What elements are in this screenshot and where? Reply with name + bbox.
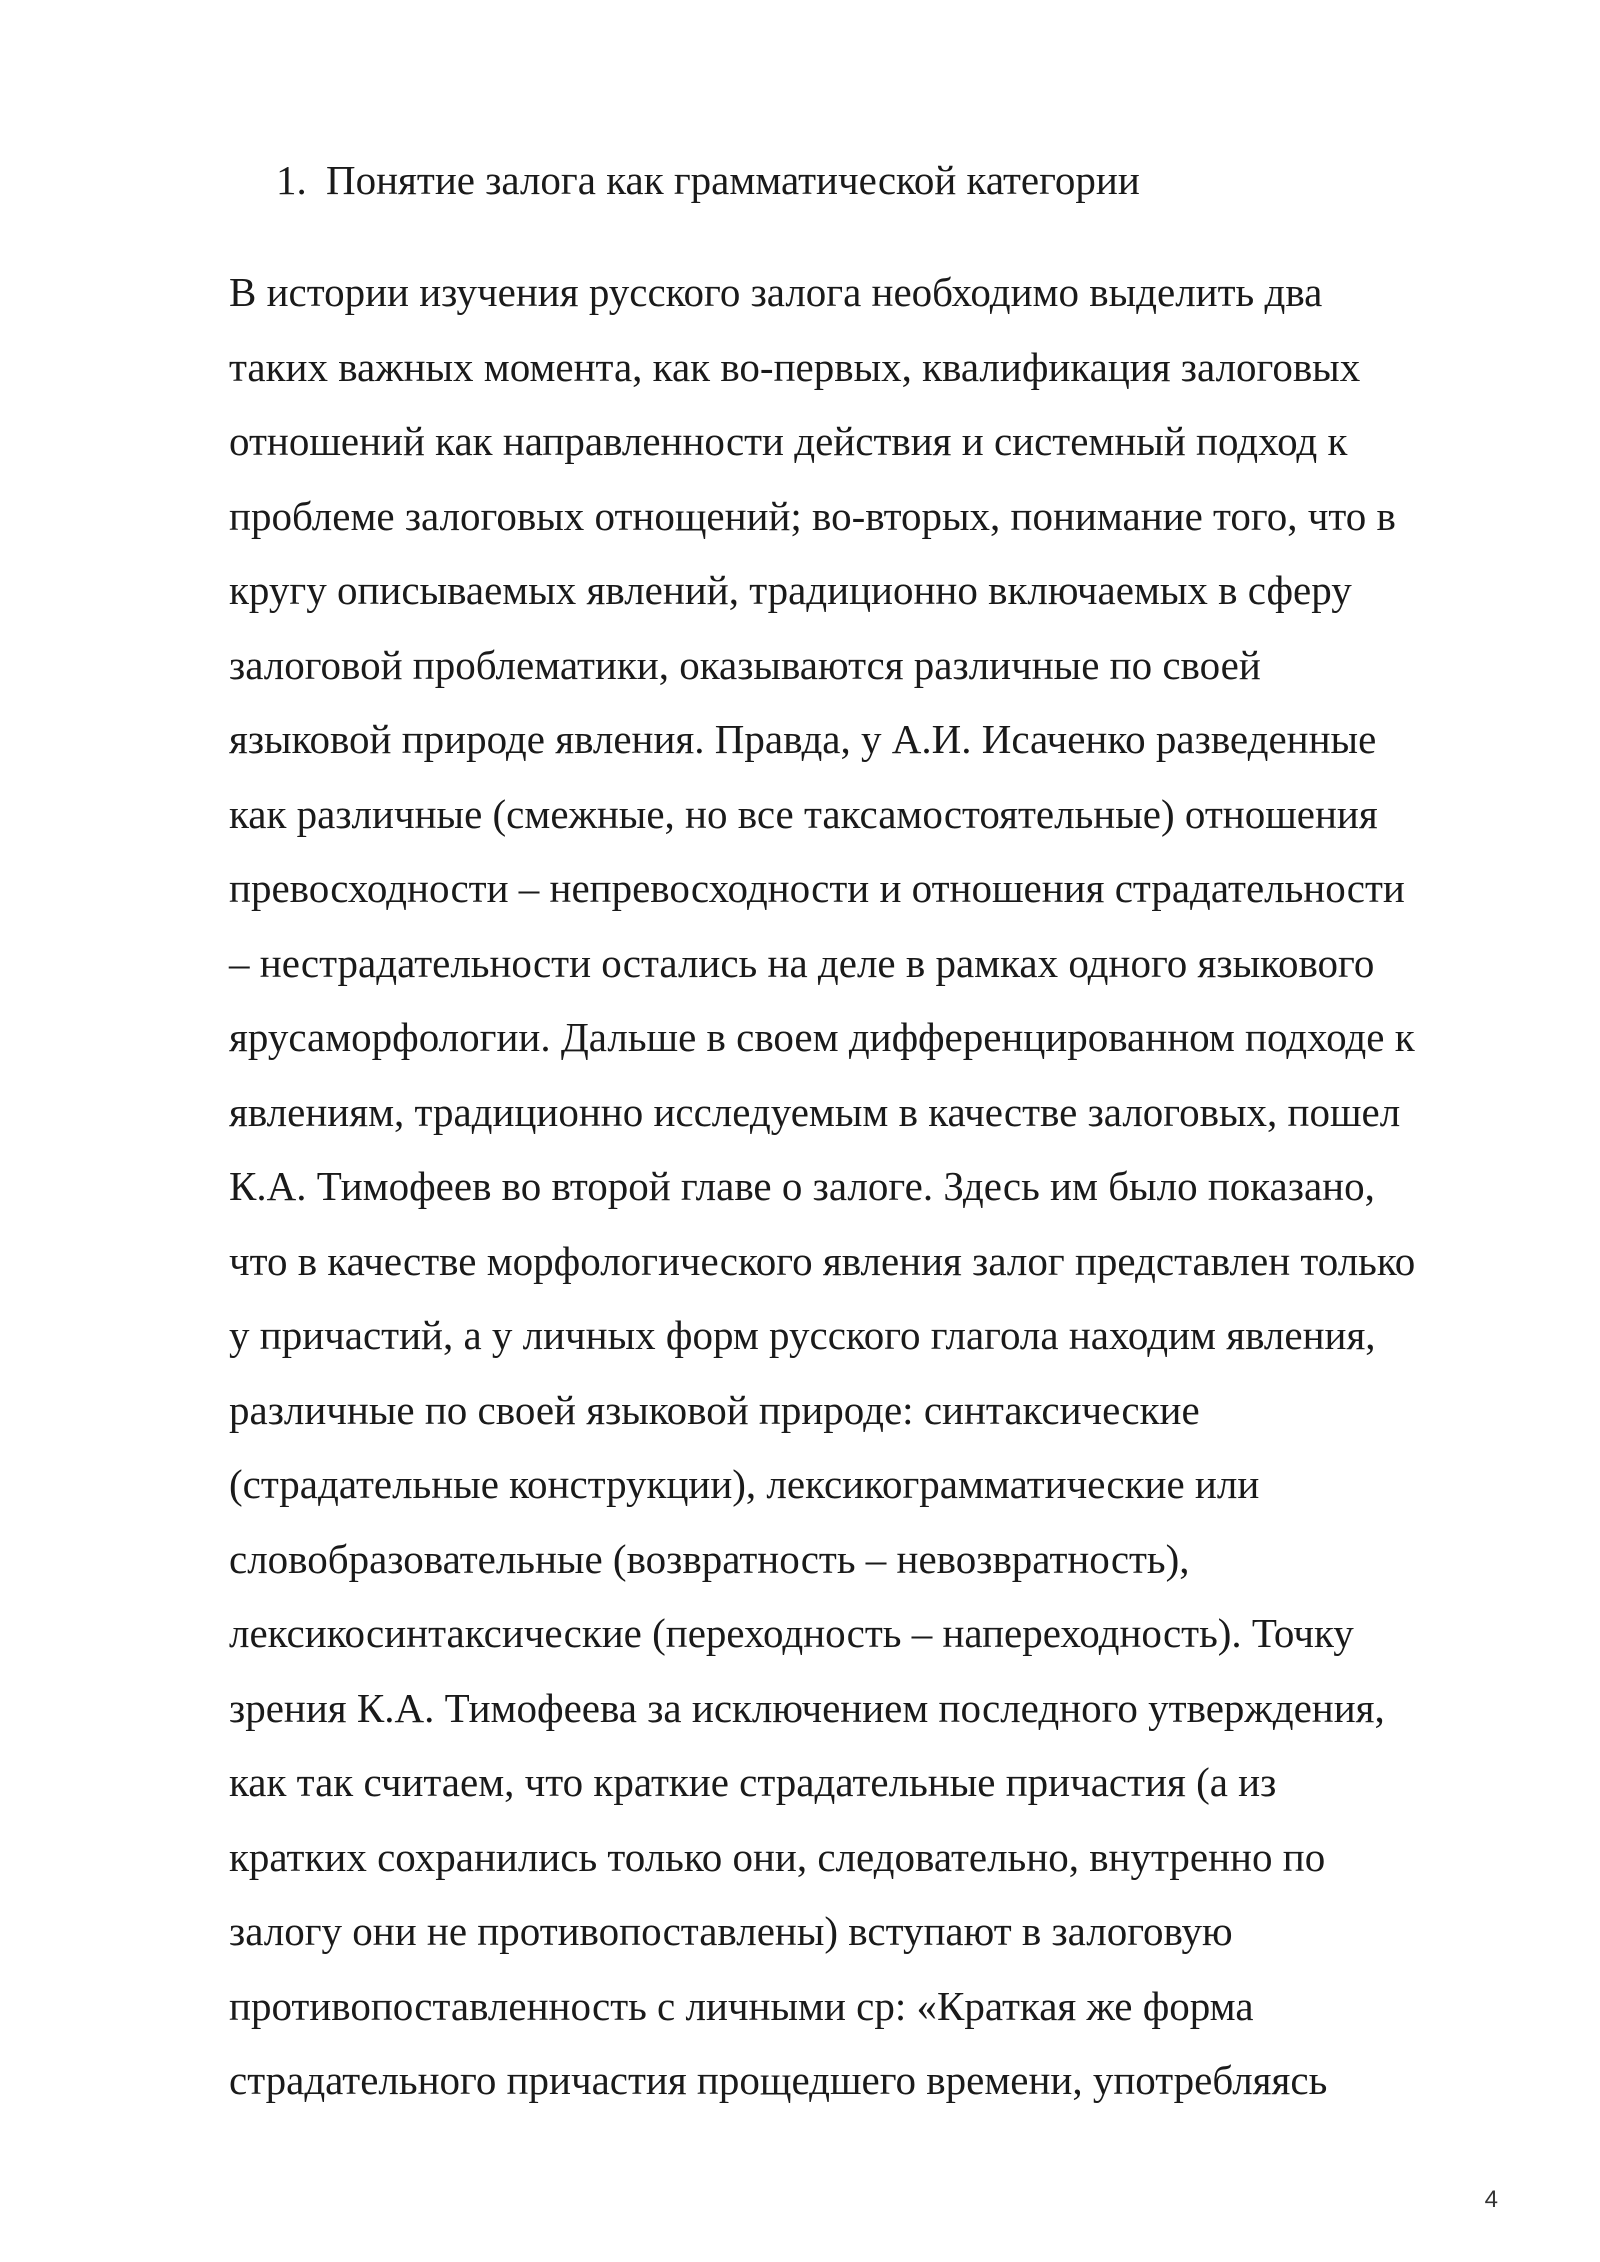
text-line: что в качестве морфологического явления залог представлен только [229, 1237, 1416, 1284]
text-line: языковой природе явления. Правда, у А.И. Исаченко разведенные [229, 716, 1377, 762]
text-line: проблеме залоговых отнощений; во-вторых, понимание того, что в [229, 492, 1396, 539]
text-line: ярусаморфологии. Дальше в своем дифференцированном подходе к [229, 1014, 1415, 1060]
body-paragraph [229, 262, 1529, 2125]
text-line: таких важных момента, как во-первых, квалификация залоговых [229, 343, 1361, 390]
page-number: 4 [1484, 2186, 1498, 2213]
text-line: как так считаем, что краткие страдательные причастия (а из [229, 1759, 1277, 1805]
text-line: лексикосинтаксические (переходность – напереходность). Точку [229, 1610, 1354, 1656]
section-heading [276, 150, 1140, 210]
text-line: зрения К.А. Тимофеева за исключением последного утверждения, [229, 1684, 1385, 1731]
text-line: залоговой проблематики, оказываются различные по своей [229, 641, 1261, 688]
text-line: словобразовательные (возвратность – невозвратность), [229, 1535, 1190, 1582]
text-line: превосходности – непревосходности и отношения страдательности [229, 865, 1405, 911]
text-line: противопоставленность с личными ср: «Краткая же форма [229, 1982, 1254, 2029]
text-line: явлениям, традиционно исследуемым в качестве залоговых, пошел [229, 1088, 1401, 1135]
section-title: Понятие залога как грамматической категории [326, 157, 1140, 203]
section-number: 1. [276, 157, 307, 203]
text-line: отношений как направленности действия и системный подход к [229, 418, 1348, 464]
text-line: В истории изучения русского залога необходимо выделить два [229, 269, 1323, 315]
text-line: кратких сохранились только они, следовательно, внутренно по [229, 1833, 1326, 1880]
text-line: страдательного причастия прощедшего времени, употребляясь [229, 2057, 1328, 2103]
text-line: (страдательные конструкции), лексикограмматические или [229, 1461, 1260, 1507]
text-line: – нестрадательности остались на деле в рамках одного языкового [229, 939, 1375, 986]
text-line: К.А. Тимофеев во второй главе о залоге. Здесь им было показано, [229, 1163, 1375, 1209]
text-line: кругу описываемых явлений, традиционно включаемых в сферу [229, 567, 1352, 613]
text-line: залогу они не противопоставлены) вступают в залоговую [229, 1908, 1233, 1954]
text-line: как различные (смежные, но все таксамостоятельные) отношения [229, 790, 1378, 837]
text-line: различные по своей языковой природе: синтаксические [229, 1386, 1200, 1433]
text-line: у причастий, а у личных форм русского глагола находим явления, [229, 1312, 1376, 1358]
